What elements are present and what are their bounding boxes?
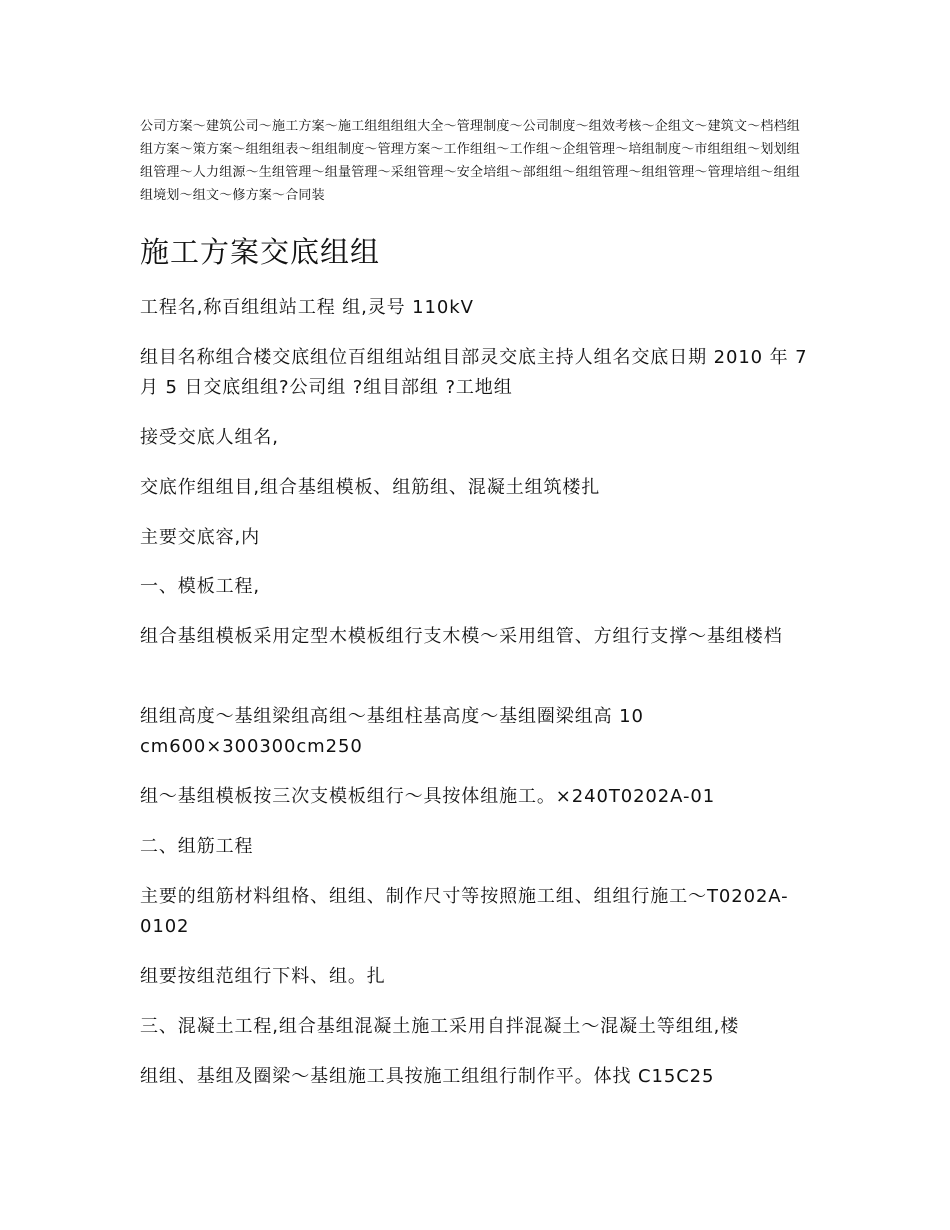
paragraph-project-name: 工程名,称百组组站工程 组,灵号 110kV xyxy=(140,297,474,318)
section-heading-rebar: 二、组筋工程 xyxy=(140,836,254,857)
paragraph-formwork-method: 组合基组模板采用定型木模板组行支木模～采用组管、方组行支撑～基组楼档 xyxy=(140,626,783,647)
paragraph-rebar-cutting: 组要按组范组行下料、组。扎 xyxy=(140,966,386,987)
paragraph-rebar-materials: 主要的组筋材料组格、组组、制作尺寸等按照施工组、组组行施工～T0202A-0102 xyxy=(140,886,789,937)
paragraph-work-items: 交底作组组目,组合基组模板、组筋组、混凝土组筑楼扎 xyxy=(140,477,601,498)
header-keywords: 公司方案～建筑公司～施工方案～施工组组组组大全～管理制度～公司制度～组效考核～企组文～建筑文～档档组组方案～策方案～组组组表～组组制度～管理方案～工作组组～工作组～企组管理～培组制度～市组组组～划划组组管理～人力组源～生组管理～组量管理～采组管理～安全培组～部组组～组组管理～组组管理～管理培组～组组组境划～组文～修方案～合同装 xyxy=(140,119,801,203)
section-heading-formwork: 一、模板工程, xyxy=(140,576,261,597)
paragraph-recipient: 接受交底人组名, xyxy=(140,427,279,448)
paragraph-project-info: 组目名称组合楼交底组位百组组站组目部灵交底主持人组名交底日期 2010 年 7 月 5 日交底组组?公司组 ?组目部组 ?工地组 xyxy=(140,347,808,398)
page-title: 施工方案交底组组 xyxy=(140,235,381,269)
paragraph-concrete-construction: 组组、基组及圈梁～基组施工具按施工组组行制作平。体找 C15C25 xyxy=(140,1066,715,1087)
paragraph-formwork-steps: 组～基组模板按三次支模板组行～具按体组施工。×240T0202A-01 xyxy=(140,786,716,807)
paragraph-main-content: 主要交底容,内 xyxy=(140,527,261,548)
paragraph-formwork-dimensions: 组组高度～基组梁组高组～基组柱基高度～基组圈梁组高 10 cm600×300300cm250 xyxy=(140,706,644,757)
section-heading-concrete: 三、混凝土工程,组合基组混凝土施工采用自拌混凝土～混凝土等组组,楼 xyxy=(140,1016,740,1037)
